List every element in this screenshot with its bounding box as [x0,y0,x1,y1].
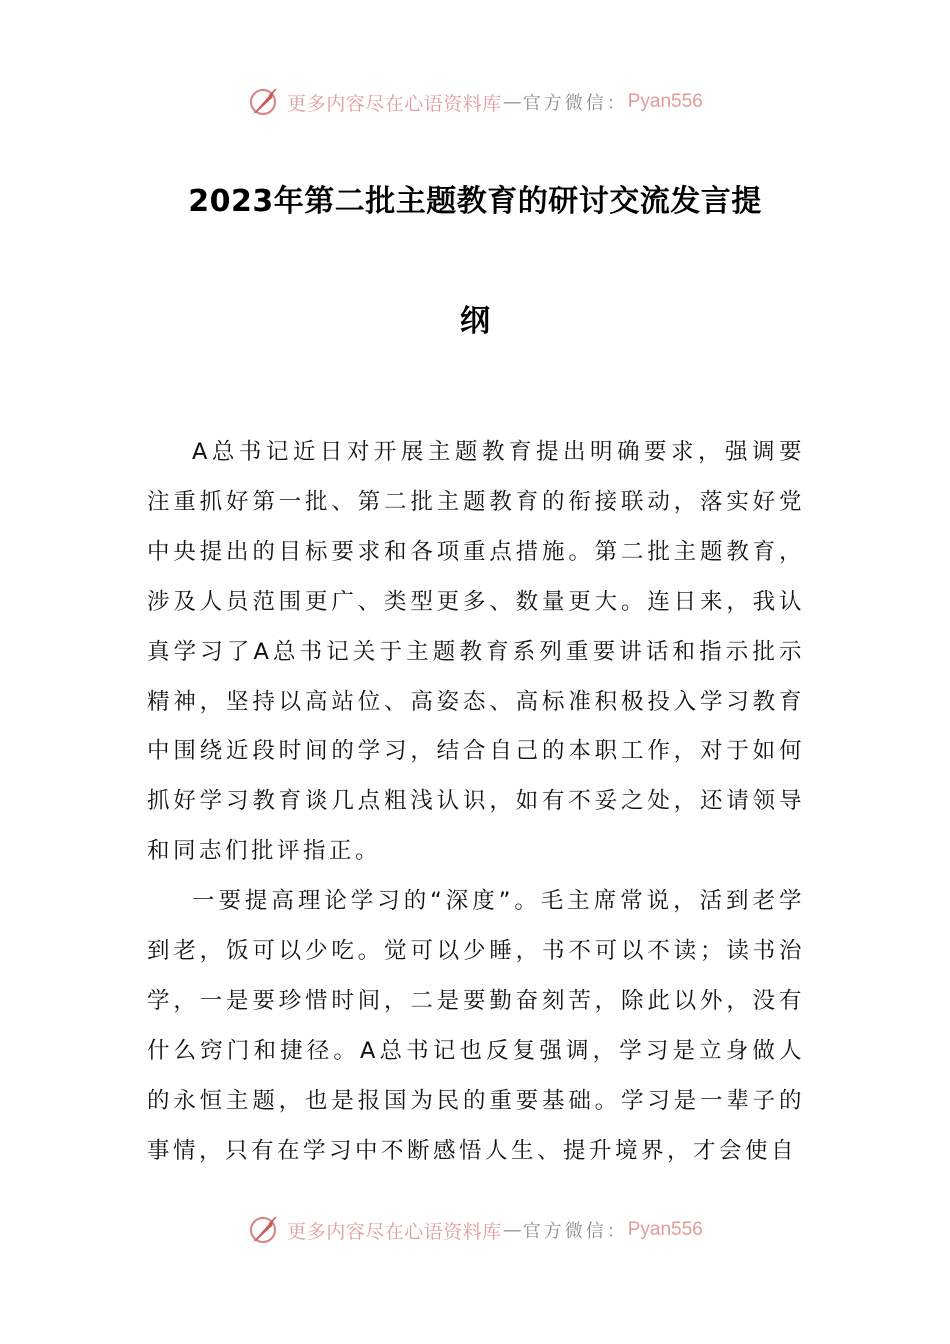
watermark-separator: — [502,1219,522,1241]
document-body [147,428,805,1177]
header-watermark [0,82,950,122]
paragraph-intro: A总书记近日对开展主题教育提出明确要求，强调要注重抓好第一批、第二批主题教育的衔接联动，落实好党中央提出的目标要求和各项重点措施。第二批主题教育，涉及人员范围更广、类型更多、数量更大。连日来，我认真学习了A总书记关于主题教育系列重要讲话和指示批示精神，坚持以高站位、高姿态、高标准积极投入学习教育中围绕近段时间的学习，结合自己的本职工作，对于如何抓好学习教育谈几点粗浅认识，如有不妥之处，还请领导和同志们批评指正。 [147,439,805,865]
document-title-line-1: 2023年第二批主题教育的研讨交流发言提 [188,184,762,219]
watermark-wechat-id: Pyan556 [627,91,703,112]
watermark-label: 官方微信： [522,1221,628,1242]
watermark-wechat-id: Pyan556 [627,1219,703,1240]
quill-logo-icon [247,1213,281,1247]
quill-logo-icon [247,85,281,119]
paragraph-point-one: 一要提高理论学习的“深度”。毛主席常说，活到老学到老，饭可以少吃。觉可以少睡，书不可以不读；读书治学，一是要珍惜时间，二是要勤奋刻苦，除此以外，没有什么窍门和捷径。A总书记也反复强调，学习是立身做人的永恒主题，也是报国为民的重要基础。学习是一辈子的事情，只有在学习中不断感悟人生、提升境界，才会使自 [147,888,805,1164]
watermark-separator: — [502,91,522,113]
footer-watermark [0,1210,950,1250]
watermark-site-text: 更多内容尽在心语资料库 [287,1220,502,1243]
watermark-label: 官方微信： [522,93,628,114]
watermark-site-text: 更多内容尽在心语资料库 [287,92,502,115]
document-title-line-2: 纲 [460,304,490,339]
